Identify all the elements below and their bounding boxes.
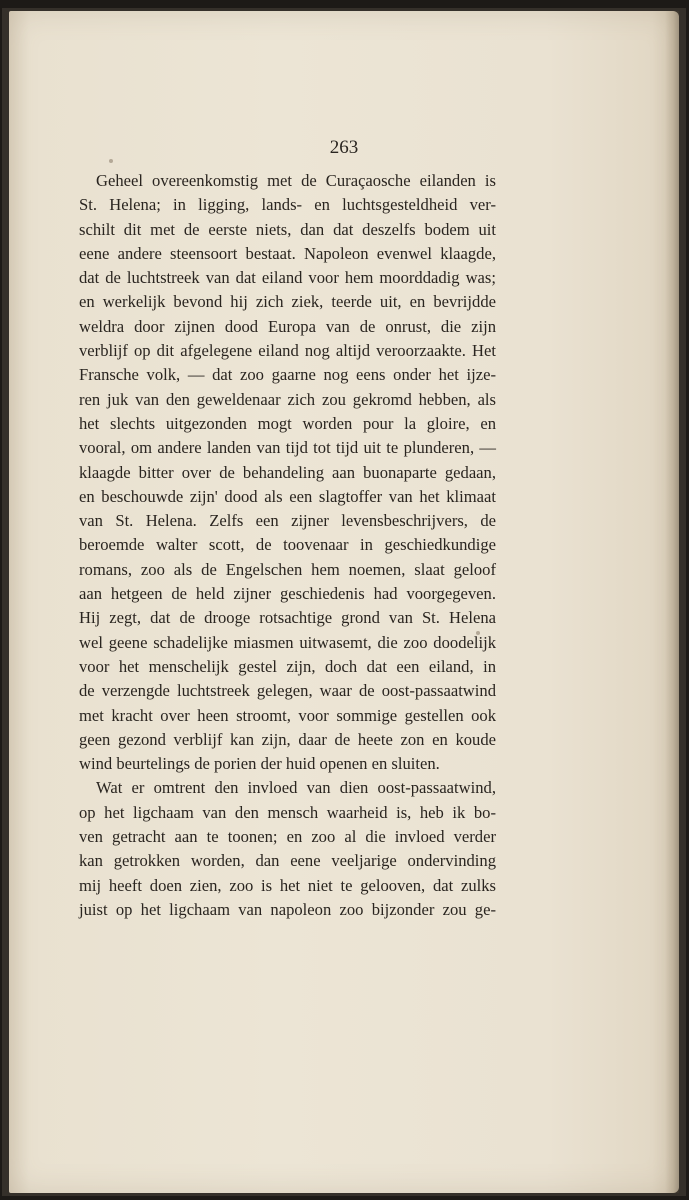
- text-line: Geheel overeenkomstig met de Curaçaosche eilanden is: [96, 171, 496, 190]
- text-line: en werkelijk bevond hij zich ziek, teerde uit, en bevrijdde: [79, 292, 496, 312]
- text-line: Fransche volk, — dat zoo gaarne nog eens onder het ijze-: [79, 365, 496, 385]
- text-line: Wat er omtrent den invloed van dien oost-passaatwind,: [96, 778, 496, 798]
- text-line: de verzengde luchtstreek gelegen, waar de oost-passaatwind: [79, 681, 496, 701]
- text-line: klaagde bitter over de behandeling aan buonaparte gedaan,: [79, 462, 496, 482]
- text-line: het slechts uitgezonden mogt worden pour la gloire, en: [79, 413, 496, 433]
- text-line: beroemde walter scott, de toovenaar in geschiedkundige: [79, 535, 496, 555]
- text-line: verblijf op dit afgelegene eiland nog altijd veroorzaakte. Het: [79, 341, 496, 361]
- page-edge: [665, 11, 679, 1193]
- text-line: van St. Helena. Zelfs een zijner levensbeschrijvers, de: [79, 511, 496, 531]
- text-line: dat de luchtstreek van dat eiland voor hem moorddadig was;: [79, 268, 496, 288]
- text-line: eene andere steensoort bestaat. Napoleon evenwel klaagde,: [79, 243, 496, 263]
- text-line: aan hetgeen de held zijner geschiedenis had voorgegeven.: [79, 584, 496, 604]
- text-line: wind beurtelings de porien der huid openen en sluiten.: [79, 754, 440, 774]
- text-line: vooral, om andere landen van tijd tot tijd uit te plunderen, —: [79, 438, 496, 458]
- text-line: ven getracht aan te toonen; en zoo al die invloed verder: [79, 827, 496, 847]
- page-number: 263: [329, 137, 359, 158]
- text-line: St. Helena; in ligging, lands- en luchtsgesteldheid ver-: [79, 195, 496, 215]
- text-line: en beschouwde zijn' dood als een slagtoffer van het klimaat: [79, 486, 496, 506]
- body-text: [79, 169, 496, 922]
- text-line: mij heeft doen zien, zoo is het niet te gelooven, dat zulks: [79, 875, 496, 895]
- text-line: ren juk van den geweldenaar zich zou gekromd hebben, als: [79, 389, 496, 409]
- text-line: voor het menschelijk gestel zijn, doch dat een eiland, in: [79, 656, 496, 676]
- text-line: kan getrokken worden, dan eene veeljarige ondervinding: [79, 851, 496, 871]
- text-line: met kracht over heen stroomt, voor sommige gestellen ook: [79, 705, 496, 725]
- text-line: juist op het ligchaam van napoleon zoo bijzonder zou ge-: [79, 899, 496, 919]
- text-line: romans, zoo als de Engelschen hem noemen, slaat geloof: [79, 559, 496, 579]
- text-line: op het ligchaam van den mensch waarheid is, heb ik bo-: [79, 802, 496, 822]
- book-page: [9, 11, 679, 1193]
- text-line: Hij zegt, dat de drooge rotsachtige grond van St. Helena: [79, 608, 496, 628]
- text-line: wel geene schadelijke miasmen uitwasemt, die zoo doodelijk: [79, 632, 496, 652]
- text-line: schilt dit met de eerste niets, dan dat deszelfs bodem uit: [79, 219, 496, 239]
- text-line: weldra door zijnen dood Europa van de onrust, die zijn: [79, 316, 496, 336]
- text-line: geen gezond verblijf kan zijn, daar de heete zon en koude: [79, 729, 496, 749]
- paper-speck: [109, 159, 113, 163]
